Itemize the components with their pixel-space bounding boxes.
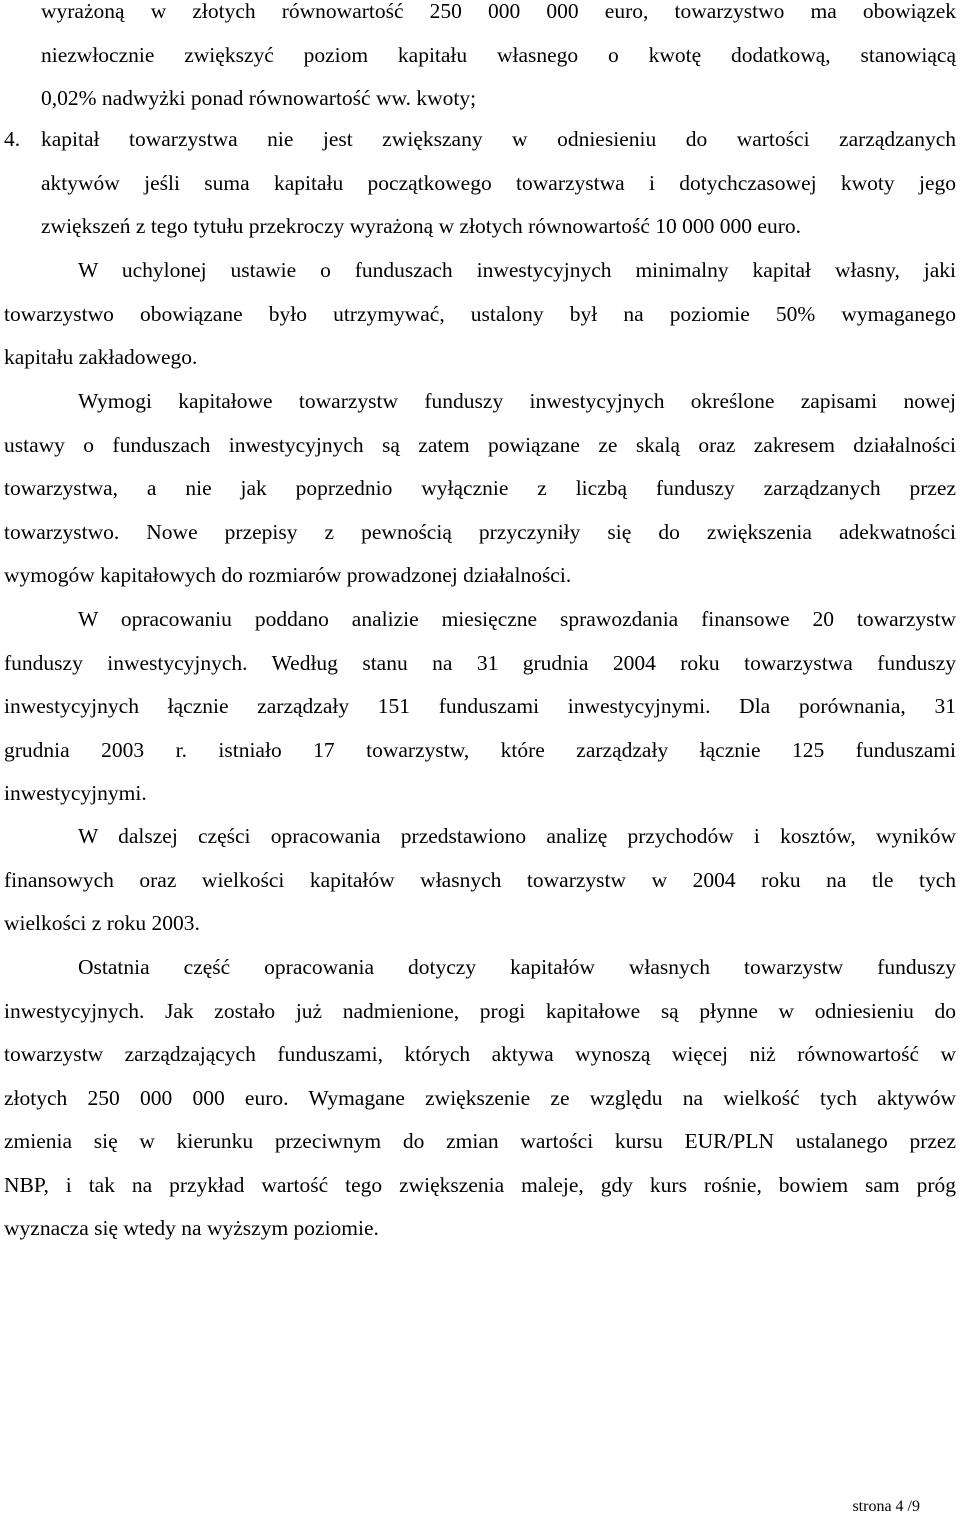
paragraph-5 <box>4 946 956 1251</box>
text-line: kapitału zakładowego. <box>4 345 198 369</box>
paragraph-4 <box>4 815 956 946</box>
list-item-4 <box>4 118 956 249</box>
text-line: Ostatnia część opracowania dotyczy kapitałów własnych towarzystw funduszy <box>78 955 956 979</box>
text-line: 0,02% nadwyżki ponad równowartość ww. kwoty; <box>41 86 477 110</box>
text-line: wielkości z roku 2003. <box>4 911 200 935</box>
text-line: aktywów jeśli suma kapitału początkowego towarzystwa i dotychczasowej kwoty jego <box>41 170 956 195</box>
text-line: W uchylonej ustawie o funduszach inwestycyjnych minimalny kapitał własny, jaki <box>78 258 956 282</box>
text-line: towarzystwo obowiązane było utrzymywać, ustalony był na poziomie 50% wymaganego <box>4 301 956 326</box>
text-line: NBP, i tak na przykład wartość tego zwiększenia maleje, gdy kurs rośnie, bowiem sam próg <box>4 1172 956 1197</box>
text-line: inwestycyjnymi. <box>4 781 147 805</box>
paragraph-2 <box>4 380 956 598</box>
text-line: wyznacza się wtedy na wyższym poziomie. <box>4 1216 379 1240</box>
page-number: strona 4 /9 <box>852 1498 920 1515</box>
text-line: złotych 250 000 000 euro. Wymagane zwiększenie ze względu na wielkość tych aktywów <box>4 1085 956 1110</box>
list-number: 4. <box>4 127 21 151</box>
text-line: wymogów kapitałowych do rozmiarów prowadzonej działalności. <box>4 563 572 587</box>
text-line: funduszy inwestycyjnych. Według stanu na 31 grudnia 2004 roku towarzystwa funduszy <box>4 650 956 675</box>
text-line: inwestycyjnych łącznie zarządzały 151 funduszami inwestycyjnymi. Dla porównania, 31 <box>4 694 956 718</box>
text-line: towarzystw zarządzających funduszami, których aktywa wynoszą więcej niż równowartość w <box>4 1042 956 1066</box>
text-line: wyrażoną w złotych równowartość 250 000 000 euro, towarzystwo ma obowiązek <box>41 0 956 23</box>
text-line: towarzystwo. Nowe przepisy z pewnością przyczyniły się do zwiększenia adekwatności <box>4 519 956 544</box>
text-line: Wymogi kapitałowe towarzystw funduszy inwestycyjnych określone zapisami nowej <box>78 389 956 413</box>
text-line: grudnia 2003 r. istniało 17 towarzystw, które zarządzały łącznie 125 funduszami <box>4 737 956 762</box>
text-line: inwestycyjnych. Jak zostało już nadmienione, progi kapitałowe są płynne w odniesieniu do <box>4 998 956 1023</box>
paragraph-3 <box>4 598 956 816</box>
text-line: towarzystwa, a nie jak poprzednio wyłącznie z liczbą funduszy zarządzanych przez <box>4 476 956 500</box>
text-line: zwiększeń z tego tytułu przekroczy wyrażoną w złotych równowartość 10 000 000 euro. <box>41 214 802 238</box>
text-line: kapitał towarzystwa nie jest zwiększany w odniesieniu do wartości zarządzanych <box>41 127 956 151</box>
text-line: W dalszej części opracowania przedstawiono analizę przychodów i kosztów, wyników <box>78 824 956 848</box>
text-line: niezwłocznie zwiększyć poziom kapitału własnego o kwotę dodatkową, stanowiącą <box>41 42 956 67</box>
text-line: ustawy o funduszach inwestycyjnych są zatem powiązane ze skalą oraz zakresem działalności <box>4 432 956 457</box>
text-line: finansowych oraz wielkości kapitałów własnych towarzystw w 2004 roku na tle tych <box>4 867 956 892</box>
text-line: W opracowaniu poddano analizie miesięczne sprawozdania finansowe 20 towarzystw <box>78 607 956 631</box>
paragraph-1 <box>4 249 956 380</box>
text-line: zmienia się w kierunku przeciwnym do zmian wartości kursu EUR/PLN ustalanego przez <box>4 1129 956 1153</box>
list-continuation <box>41 0 956 121</box>
